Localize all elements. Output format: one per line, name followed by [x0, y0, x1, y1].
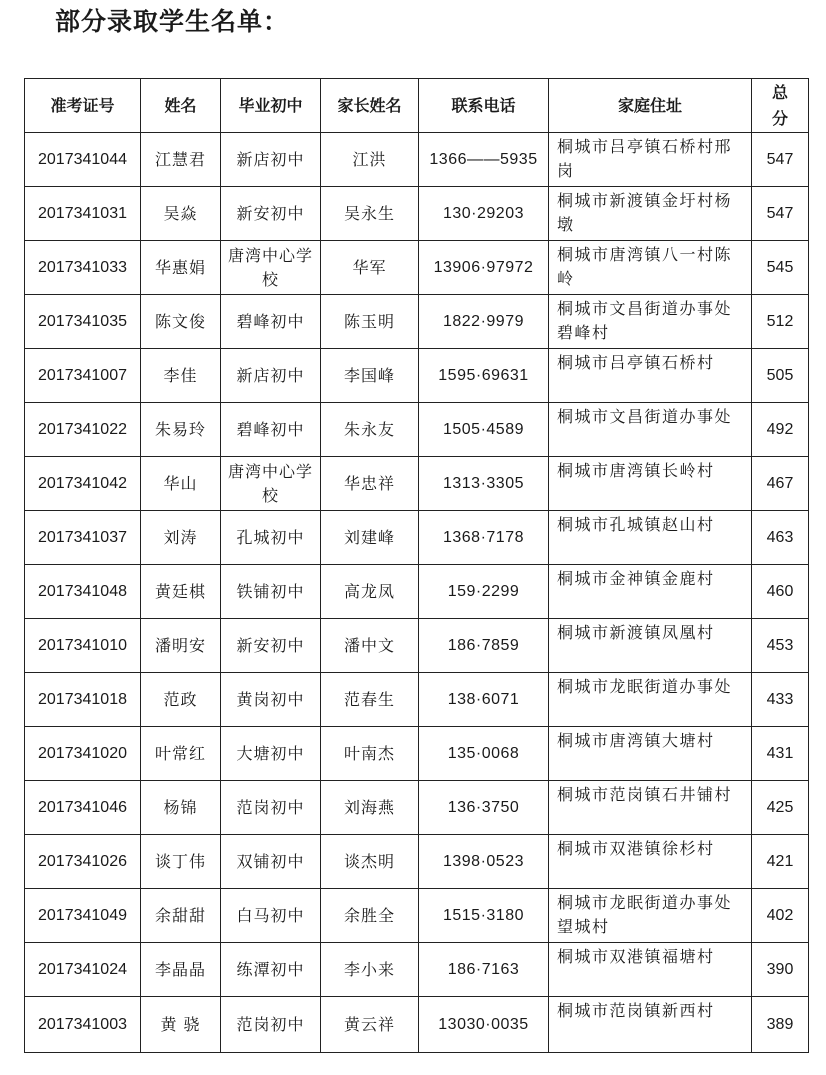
header-middle-school: 毕业初中: [221, 79, 321, 133]
middle-school-cell: 碧峰初中: [221, 403, 321, 457]
parent-name-cell: 高龙凤: [321, 565, 419, 619]
phone-cell: 159·2299: [419, 565, 549, 619]
middle-school-cell: 大塘初中: [221, 727, 321, 781]
middle-school-cell: 练潭初中: [221, 943, 321, 997]
header-exam-id: 准考证号: [25, 79, 141, 133]
exam-id-cell: 2017341035: [25, 295, 141, 349]
middle-school-cell: 范岗初中: [221, 781, 321, 835]
address-cell: 桐城市唐湾镇八一村陈岭: [549, 241, 752, 295]
address-cell: 桐城市范岗镇新西村: [549, 997, 752, 1053]
total-score-cell: 421: [752, 835, 809, 889]
address-cell: 桐城市龙眠街道办事处望城村: [549, 889, 752, 943]
exam-id-cell: 2017341018: [25, 673, 141, 727]
address-cell: 桐城市唐湾镇长岭村: [549, 457, 752, 511]
middle-school-cell: 铁铺初中: [221, 565, 321, 619]
middle-school-cell: 新安初中: [221, 619, 321, 673]
address-cell: 桐城市新渡镇金圩村杨墩: [549, 187, 752, 241]
parent-name-cell: 刘海燕: [321, 781, 419, 835]
parent-name-cell: 吴永生: [321, 187, 419, 241]
parent-name-cell: 华军: [321, 241, 419, 295]
table-row: [25, 889, 809, 943]
table-row: [25, 511, 809, 565]
table-row: [25, 619, 809, 673]
middle-school-cell: 黄岗初中: [221, 673, 321, 727]
total-score-cell: 453: [752, 619, 809, 673]
middle-school-cell: 白马初中: [221, 889, 321, 943]
student-name-cell: 朱易玲: [141, 403, 221, 457]
phone-cell: 1515·3180: [419, 889, 549, 943]
address-cell: 桐城市文昌街道办事处: [549, 403, 752, 457]
address-cell: 桐城市金神镇金鹿村: [549, 565, 752, 619]
exam-id-cell: 2017341022: [25, 403, 141, 457]
student-name-cell: 潘明安: [141, 619, 221, 673]
student-name-cell: 吴焱: [141, 187, 221, 241]
exam-id-cell: 2017341044: [25, 133, 141, 187]
table-row: [25, 187, 809, 241]
middle-school-cell: 新店初中: [221, 349, 321, 403]
exam-id-cell: 2017341046: [25, 781, 141, 835]
total-score-cell: 460: [752, 565, 809, 619]
table-row: [25, 997, 809, 1053]
page-title: 部分录取学生名单：: [55, 7, 290, 36]
table-row: [25, 241, 809, 295]
total-score-cell: 505: [752, 349, 809, 403]
total-score-cell: 492: [752, 403, 809, 457]
exam-id-cell: 2017341026: [25, 835, 141, 889]
student-name-cell: 谈丁伟: [141, 835, 221, 889]
middle-school-cell: 唐湾中心学校: [221, 457, 321, 511]
exam-id-cell: 2017341049: [25, 889, 141, 943]
table-row: [25, 565, 809, 619]
phone-cell: 1505·4589: [419, 403, 549, 457]
middle-school-cell: 范岗初中: [221, 997, 321, 1053]
parent-name-cell: 李小来: [321, 943, 419, 997]
table-row: [25, 673, 809, 727]
phone-cell: 135·0068: [419, 727, 549, 781]
total-score-cell: 547: [752, 187, 809, 241]
phone-cell: 130·29203: [419, 187, 549, 241]
phone-cell: 1313·3305: [419, 457, 549, 511]
total-score-cell: 547: [752, 133, 809, 187]
parent-name-cell: 谈杰明: [321, 835, 419, 889]
table-body: [25, 133, 809, 1053]
total-score-cell: 390: [752, 943, 809, 997]
student-name-cell: 华山: [141, 457, 221, 511]
phone-cell: 186·7163: [419, 943, 549, 997]
address-cell: 桐城市孔城镇赵山村: [549, 511, 752, 565]
parent-name-cell: 朱永友: [321, 403, 419, 457]
parent-name-cell: 潘中文: [321, 619, 419, 673]
phone-cell: 1398·0523: [419, 835, 549, 889]
parent-name-cell: 范春生: [321, 673, 419, 727]
middle-school-cell: 新店初中: [221, 133, 321, 187]
student-name-cell: 江慧君: [141, 133, 221, 187]
address-cell: 桐城市新渡镇凤凰村: [549, 619, 752, 673]
table-row: [25, 943, 809, 997]
exam-id-cell: 2017341037: [25, 511, 141, 565]
exam-id-cell: 2017341020: [25, 727, 141, 781]
total-score-cell: 512: [752, 295, 809, 349]
table-row: [25, 727, 809, 781]
phone-cell: 1595·69631: [419, 349, 549, 403]
address-cell: 桐城市龙眠街道办事处: [549, 673, 752, 727]
header-student-name: 姓名: [141, 79, 221, 133]
student-name-cell: 黄廷棋: [141, 565, 221, 619]
exam-id-cell: 2017341033: [25, 241, 141, 295]
total-score-cell: 433: [752, 673, 809, 727]
middle-school-cell: 新安初中: [221, 187, 321, 241]
phone-cell: 1822·9979: [419, 295, 549, 349]
exam-id-cell: 2017341042: [25, 457, 141, 511]
header-total-score: 总分: [752, 79, 809, 133]
header-address: 家庭住址: [549, 79, 752, 133]
admission-table: [24, 78, 809, 1053]
total-score-cell: 389: [752, 997, 809, 1053]
student-name-cell: 陈文俊: [141, 295, 221, 349]
student-name-cell: 华惠娟: [141, 241, 221, 295]
parent-name-cell: 江洪: [321, 133, 419, 187]
address-cell: 桐城市文昌街道办事处碧峰村: [549, 295, 752, 349]
table-header-row: [25, 79, 809, 133]
phone-cell: 138·6071: [419, 673, 549, 727]
parent-name-cell: 陈玉明: [321, 295, 419, 349]
header-parent-name: 家长姓名: [321, 79, 419, 133]
middle-school-cell: 孔城初中: [221, 511, 321, 565]
middle-school-cell: 双铺初中: [221, 835, 321, 889]
student-name-cell: 李佳: [141, 349, 221, 403]
parent-name-cell: 黄云祥: [321, 997, 419, 1053]
middle-school-cell: 碧峰初中: [221, 295, 321, 349]
header-phone: 联系电话: [419, 79, 549, 133]
phone-cell: 13030·0035: [419, 997, 549, 1053]
student-name-cell: 李晶晶: [141, 943, 221, 997]
parent-name-cell: 李国峰: [321, 349, 419, 403]
address-cell: 桐城市双港镇福塘村: [549, 943, 752, 997]
student-name-cell: 黄 骁: [141, 997, 221, 1053]
address-cell: 桐城市唐湾镇大塘村: [549, 727, 752, 781]
student-name-cell: 范政: [141, 673, 221, 727]
student-name-cell: 余甜甜: [141, 889, 221, 943]
exam-id-cell: 2017341010: [25, 619, 141, 673]
exam-id-cell: 2017341007: [25, 349, 141, 403]
table-row: [25, 457, 809, 511]
phone-cell: 186·7859: [419, 619, 549, 673]
parent-name-cell: 余胜全: [321, 889, 419, 943]
total-score-cell: 431: [752, 727, 809, 781]
middle-school-cell: 唐湾中心学校: [221, 241, 321, 295]
table-row: [25, 133, 809, 187]
address-cell: 桐城市范岗镇石井铺村: [549, 781, 752, 835]
total-score-cell: 425: [752, 781, 809, 835]
total-score-cell: 467: [752, 457, 809, 511]
parent-name-cell: 刘建峰: [321, 511, 419, 565]
total-score-cell: 545: [752, 241, 809, 295]
student-name-cell: 叶常红: [141, 727, 221, 781]
exam-id-cell: 2017341003: [25, 997, 141, 1053]
total-score-cell: 402: [752, 889, 809, 943]
phone-cell: 136·3750: [419, 781, 549, 835]
parent-name-cell: 华忠祥: [321, 457, 419, 511]
address-cell: 桐城市吕亭镇石桥村邢岗: [549, 133, 752, 187]
table-row: [25, 295, 809, 349]
exam-id-cell: 2017341031: [25, 187, 141, 241]
table-row: [25, 835, 809, 889]
total-score-cell: 463: [752, 511, 809, 565]
parent-name-cell: 叶南杰: [321, 727, 419, 781]
phone-cell: 13906·97972: [419, 241, 549, 295]
table-row: [25, 349, 809, 403]
table-row: [25, 403, 809, 457]
phone-cell: 1366――5935: [419, 133, 549, 187]
address-cell: 桐城市双港镇徐杉村: [549, 835, 752, 889]
student-name-cell: 杨锦: [141, 781, 221, 835]
exam-id-cell: 2017341048: [25, 565, 141, 619]
address-cell: 桐城市吕亭镇石桥村: [549, 349, 752, 403]
phone-cell: 1368·7178: [419, 511, 549, 565]
exam-id-cell: 2017341024: [25, 943, 141, 997]
table-row: [25, 781, 809, 835]
student-name-cell: 刘涛: [141, 511, 221, 565]
